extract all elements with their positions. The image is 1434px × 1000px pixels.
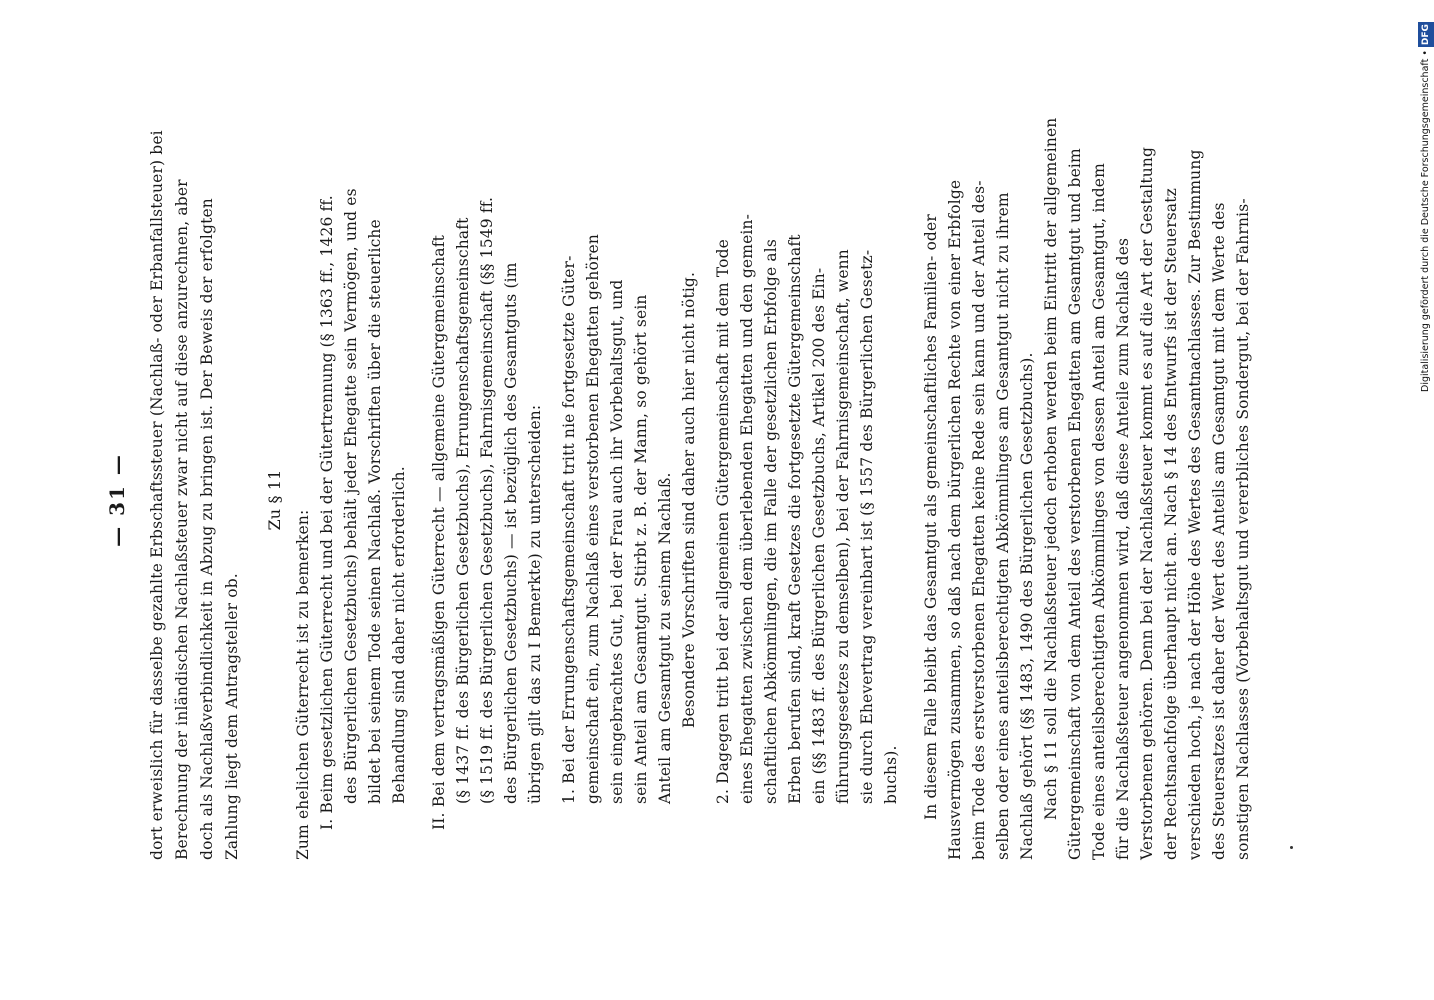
scanned-page: [105, 117, 1315, 860]
text-line: I. Beim gesetzlichen Güterrecht und bei der Gütertrennung (§ 1363 ff., 1426 ff.: [318, 195, 336, 830]
text-line: verschieden hoch, je nach der Höhe des Wertes des Gesamtnachlasses. Zur Bestimmung: [1186, 149, 1204, 860]
dfg-logo: DFG: [1418, 22, 1434, 47]
text-line: Besondere Vorschriften sind daher auch hier nicht nötig.: [680, 271, 698, 729]
text-line: des Bürgerlichen Gesetzbuchs) — ist bezüglich des Gesamtguts (im: [502, 262, 520, 804]
text-line: sonstigen Nachlasses (Vorbehaltsgut und vererbliches Sondergut, bei der Fahrnis-: [1234, 198, 1252, 860]
text-line: doch als Nachlaßverbindlichkeit in Abzug zu bringen ist. Der Beweis der erfolgten: [198, 198, 216, 860]
text-line: II. Bei dem vertragsmäßigen Güterrecht — allgemeine Gütergemeinschaft: [430, 234, 448, 830]
text-line: übrigen gilt das zu I Bemerkte) zu unterscheiden:: [526, 404, 544, 804]
text-line: 2. Dagegen tritt bei der allgemeinen Gütergemeinschaft mit dem Tode: [714, 239, 732, 804]
text-line: Verstorbenen gehören. Denn bei der Nachlaßsteuer kommt es auf die Art der Gestaltung: [1138, 146, 1156, 860]
text-line: Gütergemeinschaft von dem Anteil des verstorbenen Ehegatten am Gesamtgut und beim: [1066, 148, 1084, 860]
text-line: Anteil am Gesamtgut zu seinem Nachlaß.: [656, 472, 674, 804]
text-line: der Rechtsnachfolge überhaupt nicht an. Nach § 14 des Entwurfs ist der Steuersatz: [1162, 188, 1180, 860]
page-number: — 31 —: [105, 453, 129, 547]
text-line: Tode eines anteilsberechtigten Abkömmlinges von dessen Anteil am Gesamtgut, indem: [1090, 163, 1108, 860]
scan-speck: [1290, 846, 1293, 849]
text-line: selben oder eines anteilsberechtigten Abkömmlinges am Gesamtgut nicht zu ihrem: [994, 192, 1012, 860]
text-line: beim Tode des erstverstorbenen Ehegatten keine Rede sein kann und der Anteil des-: [970, 180, 988, 860]
text-line: Hausvermögen zusammen, so daß nach dem bürgerlichen Rechte von einer Erbfolge: [946, 179, 964, 860]
text-line: In diesem Falle bleibt das Gesamtgut als gemeinschaftliches Familien- oder: [922, 214, 940, 820]
digitization-credit: [1418, 10, 1434, 392]
text-line: 1. Bei der Errungenschaftsgemeinschaft tritt nie fortgesetzte Güter-: [560, 255, 578, 804]
text-line: ein (§§ 1483 ff. des Bürgerlichen Gesetzbuchs, Artikel 200 des Ein-: [810, 267, 828, 804]
text-line: sein eingebrachtes Gut, bei der Frau auch ihr Vorbehaltsgut, und: [608, 279, 626, 804]
text-line: Zum ehelichen Güterrecht ist zu bemerken:: [294, 509, 312, 860]
text-line: sein Anteil am Gesamtgut. Stirbt z. B. der Mann, so gehört sein: [632, 294, 650, 804]
text-line: des Steuersatzes ist daher der Wert des Anteils am Gesamtgut mit dem Werte des: [1210, 202, 1228, 860]
text-line: (§ 1437 ff. des Bürgerlichen Gesetzbuchs), Errungenschaftsgemeinschaft: [454, 217, 472, 804]
text-line: buchs).: [882, 745, 900, 804]
text-line: gemeinschaft ein, zum Nachlaß eines verstorbenen Ehegatten gehören: [584, 234, 602, 804]
text-line: Behandlung sind daher nicht erforderlich.: [390, 466, 408, 804]
text-line: führungsgesetzes zu demselben), bei der Fahrnisgemeinschaft, wenn: [834, 249, 852, 804]
credit-text: Digitalisierung gefördert durch die Deutsche Forschungsgemeinschaft •: [1420, 50, 1431, 392]
text-line: Berechnung der inländischen Nachlaßsteuer zwar nicht auf diese anzurechnen, aber: [173, 179, 191, 860]
text-line: Zu § 11: [265, 469, 284, 531]
text-line: Erben berufen sind, kraft Gesetzes die fortgesetzte Gütergemeinschaft: [786, 234, 804, 804]
text-line: für die Nachlaßsteuer angenommen wird, daß diese Anteile zum Nachlaß des: [1114, 237, 1132, 860]
text-line: bildet bei seinem Tode seinen Nachlaß. Vorschriften über die steuerliche: [366, 219, 384, 804]
text-line: schaftlichen Abkömmlingen, die im Falle der gesetzlichen Erbfolge als: [762, 239, 780, 804]
text-line: dort erweislich für dasselbe gezahlte Erbschaftssteuer (Nachlaß- oder Erbanfallsteuer) bei: [148, 130, 166, 860]
text-line: des Bürgerlichen Gesetzbuchs) behält jeder Ehegatte sein Vermögen, und es: [342, 188, 360, 804]
text-line: eines Ehegatten zwischen dem überlebenden Ehegatten und den gemein-: [738, 213, 756, 804]
text-line: sie durch Ehevertrag vereinbart ist (§ 1557 des Bürgerlichen Gesetz-: [858, 249, 876, 804]
text-line: Zahlung liegt dem Antragsteller ob.: [223, 573, 241, 860]
text-line: Nachlaß gehört (§§ 1483, 1490 des Bürgerlichen Gesetzbuchs).: [1018, 352, 1036, 860]
page-content: [105, 117, 1315, 860]
text-line: (§ 1519 ff. des Bürgerlichen Gesetzbuchs), Fahrnisgemeinschaft (§§ 1549 ff.: [478, 196, 496, 804]
text-line: Nach § 11 soll die Nachlaßsteuer jedoch erhoben werden beim Eintritt der allgemeinen: [1042, 117, 1060, 820]
